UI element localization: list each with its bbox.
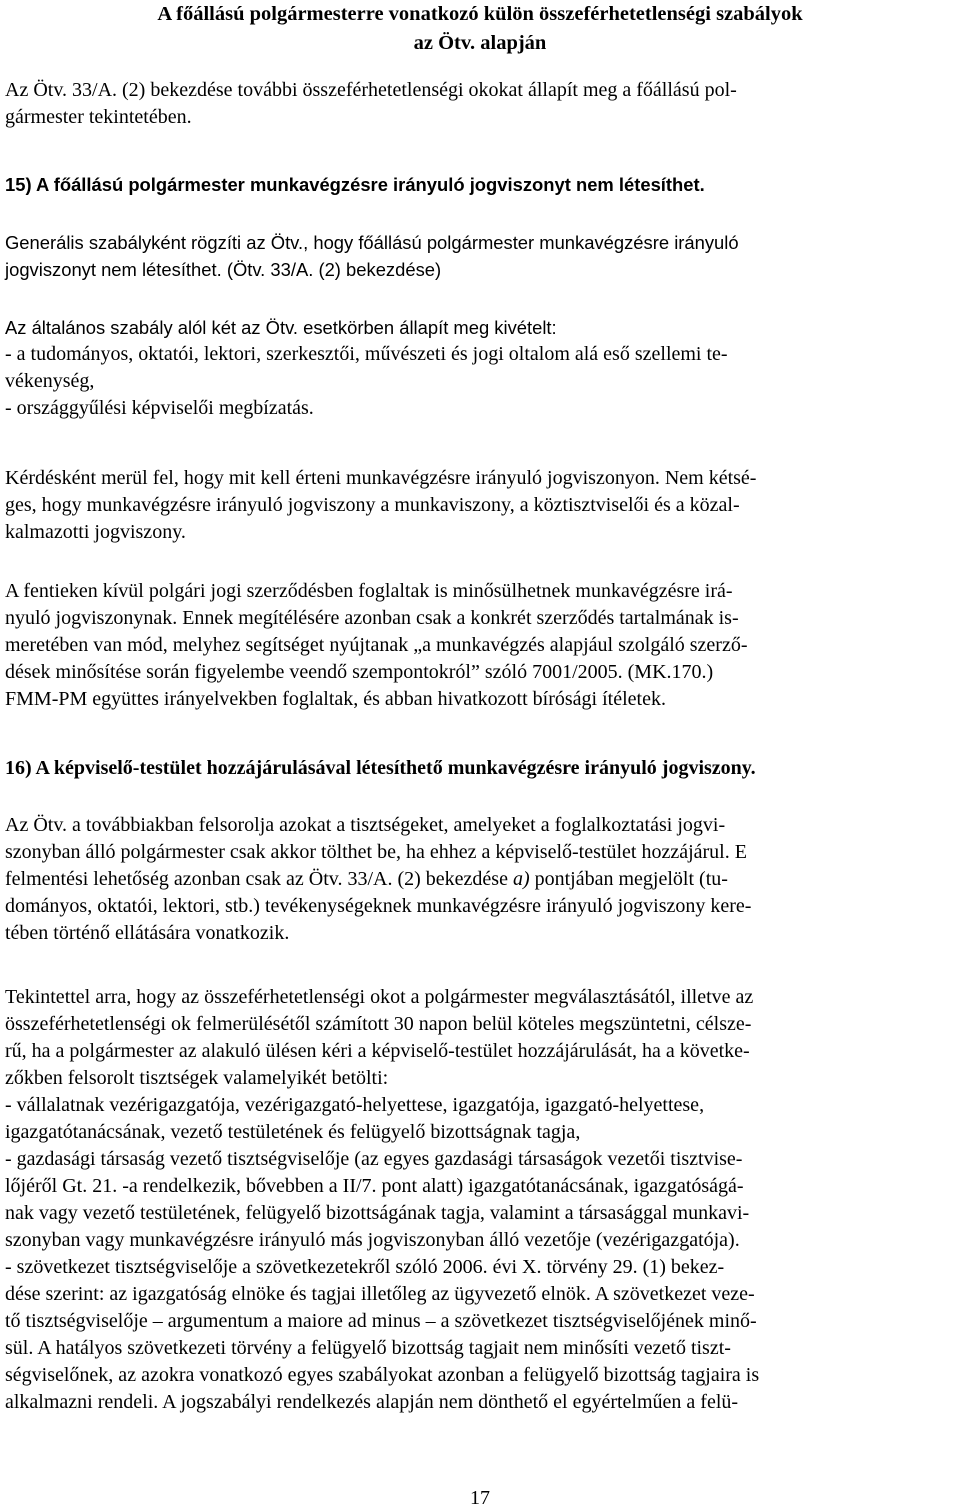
text-span: felmentési lehetőség azonban csak az Ötv. 33/A. (2) bekezdése: [5, 868, 513, 890]
text-line: szonyban álló polgármester csak akkor tölthet be, ha ehhez a képviselő-testület hozzájárul. E: [5, 841, 747, 863]
text-line: kalmazotti jogviszony.: [5, 521, 186, 543]
section-16-paragraph-2: [5, 984, 957, 1416]
text-line: Kérdésként merül fel, hogy mit kell érteni munkavégzésre irányuló jogviszonyon. Nem kétsé-: [5, 467, 757, 489]
title-line: az Ötv. alapján: [413, 32, 547, 54]
section-16-paragraph-1: [5, 812, 957, 947]
civil-law-paragraph: [5, 578, 957, 713]
text-line: vékenység,: [5, 370, 95, 392]
general-rule-paragraph: [5, 229, 957, 283]
text-line: dése szerint: az igazgatóság elnöke és tagjai illetőleg az ügyvezető elnök. A szövetkezet veze-: [5, 1283, 755, 1305]
text-line: szonyban vagy munkavégzésre irányuló más jogviszonyban álló vezetője (vezérigazgatója).: [5, 1229, 740, 1251]
italic-point: a): [512, 868, 530, 890]
list-item: - vállalatnak vezérigazgatója, vezérigazgató-helyettese, igazgatója, igazgató-helyettese,: [5, 1094, 705, 1116]
exception-item: - a tudományos, oktatói, lektori, szerkesztői, művészeti és jogi oltalom alá eső szellemi te-: [5, 343, 728, 365]
text-line: nyuló jogviszonynak. Ennek megítélésére azonban csak a konkrét szerződés tartalmának is-: [5, 607, 739, 629]
text-line: ges, hogy munkavégzésre irányuló jogviszony a munkaviszony, a köztisztviselői és a közal-: [5, 494, 740, 516]
intro-paragraph: [5, 77, 957, 131]
text-line: nak vagy vezető testületének, felügyelő bizottságának tagja, valamint a társasággal munkavi-: [5, 1202, 750, 1224]
text-line: dományos, oktatói, lektori, stb.) tevékenységeknek munkavégzésre irányuló jogviszony kere-: [5, 895, 752, 917]
text-line: alkalmazni rendeli. A jogszabályi rendelkezés alapján nem dönthető el egyértelműen a felü-: [5, 1391, 739, 1413]
text-line: jogviszonyt nem létesíthet. (Ötv. 33/A. (2) bekezdése): [5, 259, 442, 280]
text-line: Az Ötv. a továbbiakban felsorolja azokat a tisztségeket, amelyeket a foglalkoztatási jogvi-: [5, 814, 726, 836]
text-line: Generális szabályként rögzíti az Ötv., hogy főállású polgármester munkavégzésre irányuló: [5, 232, 739, 253]
list-item: - gazdasági társaság vezető tisztségviselője (az egyes gazdasági társaságok vezetői tisztvise-: [5, 1148, 743, 1170]
text-line: igazgatótanácsának, vezető testületének és felügyelő bizottságnak tagja,: [5, 1121, 581, 1143]
section-15-heading: 15) A főállású polgármester munkavégzésre irányuló jogviszonyt nem létesíthet.: [5, 174, 705, 195]
section-16-heading: 16) A képviselő-testület hozzájárulásával létesíthető munkavégzésre irányuló jogviszony.: [5, 757, 756, 779]
text-line: meretében van mód, melyhez segítséget nyújtanak „a munkavégzés alapjául szolgáló szerző-: [5, 634, 748, 656]
text-line: Tekintettel arra, hogy az összeférhetetlenségi okot a polgármester megválasztásától, illetve az: [5, 986, 754, 1008]
page-number: 17: [470, 1487, 490, 1509]
text-line: tő tisztségviselője – argumentum a maiore ad minus – a szövetkezet tisztségviselőjének minő-: [5, 1310, 757, 1332]
text-line: összeférhetetlenségi ok felmerülésétől számított 30 napon belül köteles megszüntetni, célsze-: [5, 1013, 752, 1035]
text-line: tében történő ellátására vonatkozik.: [5, 922, 290, 944]
list-item: - szövetkezet tisztségviselője a szövetkezetekről szóló 2006. évi X. törvény 29. (1) bekez-: [5, 1256, 725, 1278]
document-title: [40, 0, 920, 58]
title-line: A főállású polgármesterre vonatkozó külön összeférhetetlenségi szabályok: [157, 3, 803, 25]
text-line: A fentieken kívül polgári jogi szerződésben foglaltak is minősülhetnek munkavégzésre irá-: [5, 580, 733, 602]
text-line: Az Ötv. 33/A. (2) bekezdése további összeférhetetlenségi okokat állapít meg a főállású pol-: [5, 79, 737, 101]
question-paragraph: [5, 465, 957, 546]
text-line: FMM-PM együttes irányelvekben foglaltak, és abban hivatkozott bírósági ítéletek.: [5, 688, 666, 710]
text-line: sül. A hatályos szövetkezeti törvény a felügyelő bizottság tagjait nem minősíti vezető tiszt-: [5, 1337, 731, 1359]
exceptions-paragraph: [5, 314, 957, 422]
exception-item: - országgyűlési képviselői megbízatás.: [5, 397, 314, 419]
text-line: gármester tekintetében.: [5, 106, 192, 128]
text-line: rű, ha a polgármester az alakuló ülésen kéri a képviselő-testület hozzájárulását, ha a követke-: [5, 1040, 750, 1062]
text-line: ségviselőnek, az azokra vonatkozó egyes szabályokat azonban a felügyelő bizottság tagjaira is: [5, 1364, 760, 1386]
text-line: dések minősítése során figyelembe veendő szempontokról” szóló 7001/2005. (MK.170.): [5, 661, 714, 683]
text-line: zőkben felsorolt tisztségek valamelyikét betölti:: [5, 1067, 389, 1089]
text-line: lőjéről Gt. 21. -a rendelkezik, bővebben a II/7. pont alatt) igazgatótanácsának, igazgatóságá-: [5, 1175, 744, 1197]
text-line: [5, 866, 957, 893]
text-line: Az általános szabály alól két az Ötv. esetkörben állapít meg kivételt:: [5, 317, 557, 338]
text-span: pontjában megjelölt (tu-: [529, 868, 728, 890]
